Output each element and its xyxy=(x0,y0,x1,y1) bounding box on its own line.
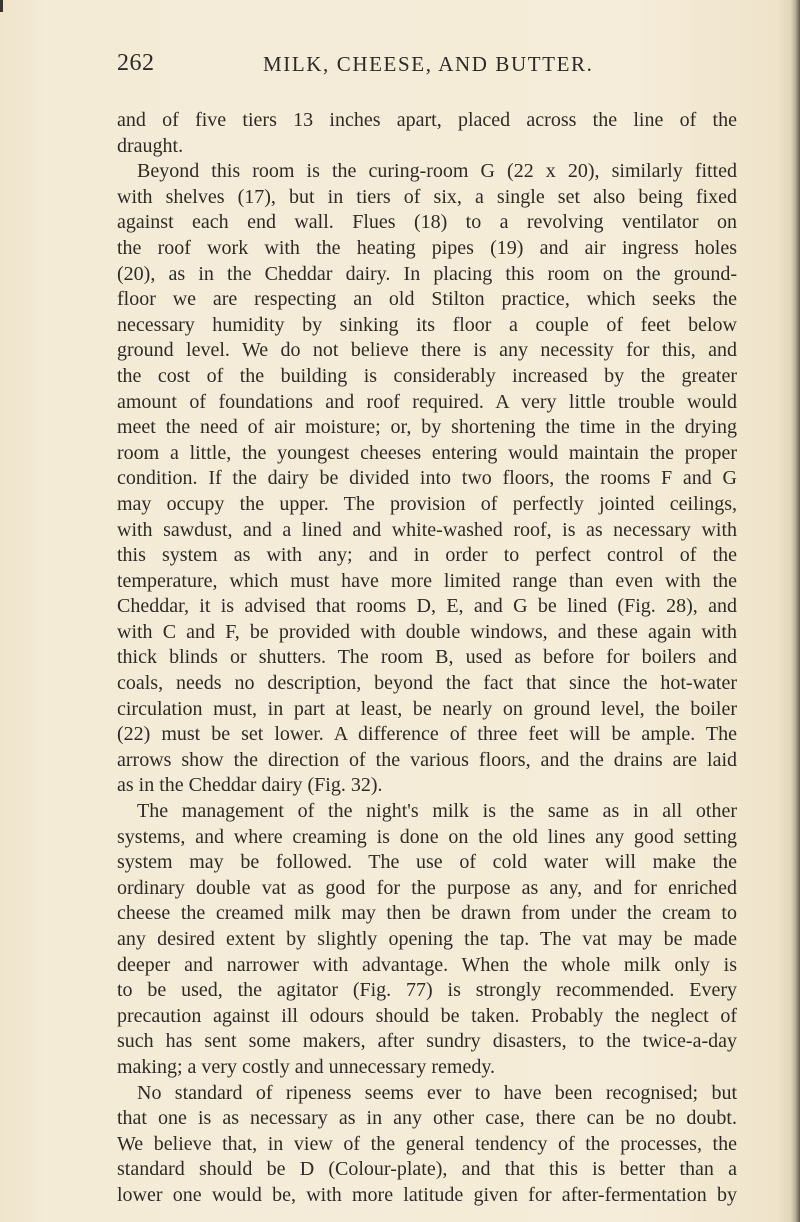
text-line: with sawdust, and a lined and white-washed roof, is as necessary with xyxy=(117,518,737,541)
text-line: circulation must, in part at least, be nearly on ground level, the boiler xyxy=(117,697,737,720)
text-line: (22) must be set lower. A difference of three feet will be ample. The xyxy=(117,723,737,746)
text-line: amount of foundations and roof required. A very little trouble would xyxy=(117,390,737,413)
page-edge-mark xyxy=(0,0,3,12)
text-line: ground level. We do not believe there is any necessity for this, and xyxy=(117,339,737,362)
text-line: (20), as in the Cheddar dairy. In placing this room on the ground- xyxy=(117,262,737,285)
text-line: with shelves (17), but in tiers of six, a single set also being fixed xyxy=(117,185,737,208)
page-number: 262 xyxy=(117,50,155,76)
text-line: lower one would be, with more latitude given for after-fermentation by xyxy=(117,1183,737,1206)
text-line: the roof work with the heating pipes (19) and air ingress holes xyxy=(117,236,737,259)
text-line: to be used, the agitator (Fig. 77) is strongly recommended. Every xyxy=(117,979,737,1002)
text-line: cheese the creamed milk may then be drawn from under the cream to xyxy=(117,902,737,925)
page-header xyxy=(117,50,737,84)
text-line: thick blinds or shutters. The room B, used as before for boilers and xyxy=(117,646,737,669)
text-line: arrows show the direction of the various floors, and the drains are laid xyxy=(117,748,737,771)
text-line: system may be followed. The use of cold water will make the xyxy=(117,851,737,874)
text-line: draught. xyxy=(117,134,184,157)
paragraph xyxy=(117,108,737,159)
text-line: Beyond this room is the curing-room G (22 x 20), similarly fitted xyxy=(137,160,737,183)
paragraph xyxy=(117,159,737,799)
text-line: deeper and narrower with advantage. When the whole milk only is xyxy=(117,953,737,976)
text-line: such has sent some makers, after sundry disasters, to the twice-a-day xyxy=(117,1030,737,1053)
text-line: No standard of ripeness seems ever to have been recognised; but xyxy=(137,1081,737,1104)
text-line: any desired extent by slightly opening the tap. The vat may be made xyxy=(117,928,737,950)
text-line: condition. If the dairy be divided into two floors, the rooms F and G xyxy=(117,467,737,490)
text-line: systems, and where creaming is done on the old lines any good setting xyxy=(117,825,737,848)
page-binding-shadow xyxy=(790,0,800,1222)
paragraph xyxy=(117,799,737,1081)
text-line: with C and F, be provided with double windows, and these again with xyxy=(117,620,737,643)
text-line: that one is as necessary as in any other case, there can be no doubt. xyxy=(117,1107,737,1130)
text-line: floor we are respecting an old Stilton practice, which seeks the xyxy=(117,288,737,311)
text-line: coals, needs no description, beyond the fact that since the hot-water xyxy=(117,672,737,695)
text-line: ordinary double vat as good for the purpose as any, and for enriched xyxy=(117,876,737,899)
text-line: this system as with any; and in order to perfect control of the xyxy=(117,544,737,567)
text-line: room a little, the youngest cheeses entering would maintain the proper xyxy=(117,441,737,464)
text-line: the cost of the building is considerably increased by the greater xyxy=(117,364,737,387)
text-line: and of five tiers 13 inches apart, placed across the line of the xyxy=(117,109,737,131)
text-line: standard should be D (Colour-plate), and that this is better than a xyxy=(117,1158,737,1181)
body-text xyxy=(117,108,737,1209)
running-head: MILK, CHEESE, AND BUTTER. xyxy=(263,52,594,76)
paragraph xyxy=(117,1081,737,1209)
text-line: precaution against ill odours should be taken. Probably the neglect of xyxy=(117,1004,737,1027)
text-line: We believe that, in view of the general tendency of the processes, the xyxy=(117,1132,737,1155)
text-line: making; a very costly and unnecessary remedy. xyxy=(117,1055,496,1078)
text-line: as in the Cheddar dairy (Fig. 32). xyxy=(117,774,383,797)
text-line: temperature, which must have more limited range than even with the xyxy=(117,569,737,592)
text-line: meet the need of air moisture; or, by shortening the time in the drying xyxy=(117,416,737,439)
text-line: necessary humidity by sinking its floor a couple of feet below xyxy=(117,313,737,336)
text-line: The management of the night's milk is the same as in all other xyxy=(137,800,737,823)
text-line: Cheddar, it is advised that rooms D, E, and G be lined (Fig. 28), and xyxy=(117,595,737,618)
text-line: against each end wall. Flues (18) to a revolving ventilator on xyxy=(117,211,737,234)
text-line: may occupy the upper. The provision of perfectly jointed ceilings, xyxy=(117,492,737,515)
